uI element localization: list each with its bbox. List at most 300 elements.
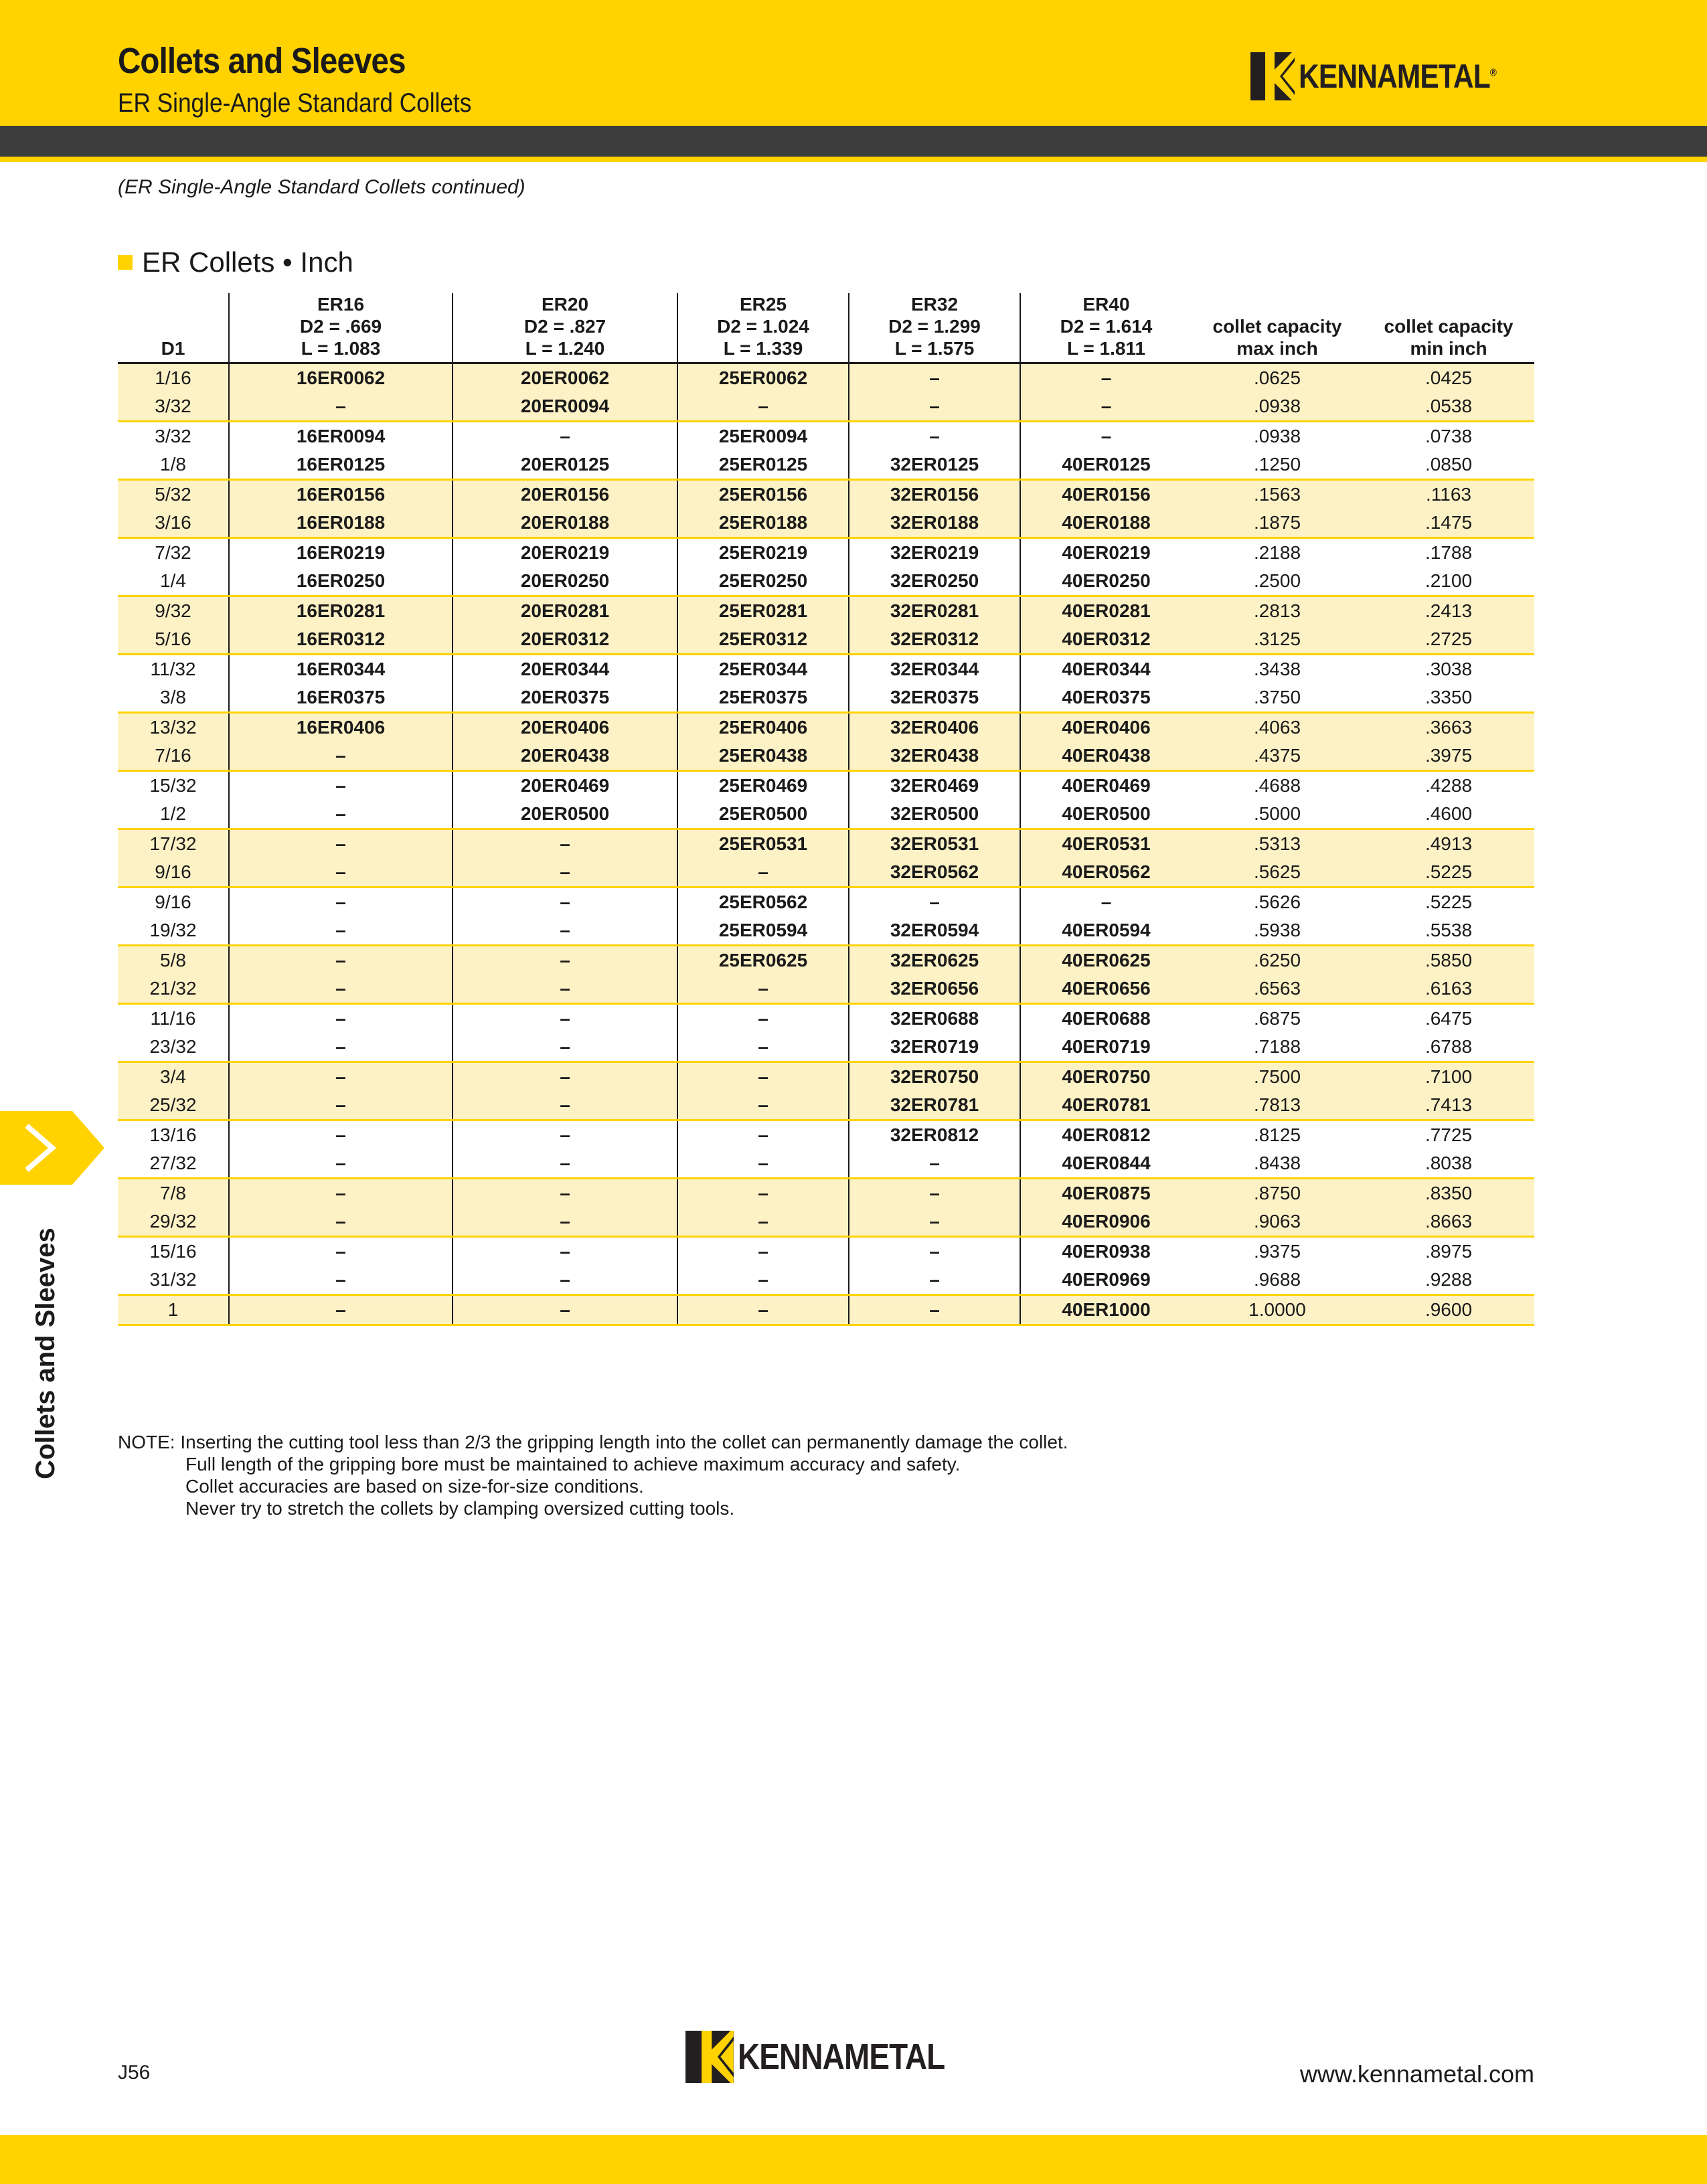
catalog-number-cell: – — [453, 916, 677, 946]
page-subtitle: ER Single-Angle Standard Collets — [118, 88, 472, 118]
header-brand-name: KENNAMETAL — [1299, 58, 1490, 95]
catalog-number-cell: 25ER0219 — [677, 538, 849, 568]
catalog-number-cell: 20ER0344 — [453, 655, 677, 684]
catalog-number-cell: 32ER0375 — [849, 683, 1020, 713]
capacity-cell: .3038 — [1425, 659, 1473, 679]
note-line: Collet accuracies are based on size-for-size conditions. — [185, 1476, 644, 1497]
capacity-cell: .6250 — [1192, 946, 1363, 975]
catalog-number-cell: 40ER0750 — [1020, 1062, 1192, 1092]
note-line: Full length of the gripping bore must be maintained to achieve maximum accuracy and safety. — [185, 1454, 961, 1475]
catalog-number-cell: 40ER0531 — [1020, 829, 1192, 859]
footer-logo — [685, 2031, 981, 2083]
side-tab-label: Collets and Sleeves — [31, 1228, 60, 1479]
catalog-number-cell: 32ER0188 — [849, 509, 1020, 538]
catalog-number-cell: – — [229, 1207, 453, 1237]
catalog-number-cell: 40ER0188 — [1020, 509, 1192, 538]
catalog-number-cell: 32ER0625 — [849, 946, 1020, 975]
catalog-number-cell: 20ER0156 — [453, 480, 677, 509]
capacity-cell: .0538 — [1363, 392, 1534, 422]
catalog-number-cell: – — [453, 1179, 677, 1208]
capacity-cell: .2725 — [1363, 625, 1534, 655]
size-cell: 1/2 — [118, 800, 229, 829]
size-cell: 7/32 — [118, 538, 229, 568]
catalog-number-cell: – — [849, 1266, 1020, 1295]
catalog-number-cell: 40ER0844 — [1020, 1149, 1192, 1179]
size-cell: 1 — [118, 1295, 229, 1325]
catalog-number-cell: 25ER0344 — [677, 655, 849, 684]
catalog-number-cell: 32ER0562 — [849, 858, 1020, 888]
table-row — [118, 1207, 1534, 1237]
catalog-number-cell: – — [229, 771, 453, 801]
capacity-cell: .1250 — [1192, 450, 1363, 480]
catalog-number-cell: 40ER0688 — [1062, 1008, 1151, 1029]
catalog-number-cell: – — [453, 1237, 677, 1266]
catalog-number-cell: 40ER0125 — [1020, 450, 1192, 480]
catalog-number-cell: 32ER0312 — [849, 625, 1020, 655]
catalog-number-cell: – — [677, 1295, 849, 1325]
section-bullet-icon — [118, 255, 133, 270]
capacity-cell: .0938 — [1192, 392, 1363, 422]
catalog-number-cell: 32ER0531 — [849, 829, 1020, 859]
size-cell: 1/4 — [118, 567, 229, 596]
catalog-number-cell: 40ER0719 — [1020, 1033, 1192, 1062]
catalog-number-cell: 40ER0562 — [1020, 858, 1192, 888]
catalog-number-cell: – — [453, 1062, 677, 1092]
catalog-number-cell: – — [229, 888, 453, 917]
size-cell: 13/32 — [118, 713, 229, 742]
table-row — [118, 1004, 1534, 1033]
size-cell: 11/16 — [118, 1004, 229, 1033]
capacity-cell: .3438 — [1253, 659, 1301, 679]
table-row — [118, 567, 1534, 596]
catalog-number-cell: 40ER0938 — [1062, 1241, 1151, 1262]
catalog-number-cell: – — [453, 946, 677, 975]
column-header-line: L = 1.240 — [525, 338, 605, 359]
catalog-number-cell: 25ER0406 — [677, 713, 849, 742]
capacity-cell: .1875 — [1192, 509, 1363, 538]
catalog-number-cell: – — [229, 1120, 453, 1150]
table-row — [118, 1091, 1534, 1120]
page-number: J56 — [118, 2062, 151, 2084]
catalog-number-cell: 25ER0188 — [677, 509, 849, 538]
catalog-number-cell: – — [453, 1091, 677, 1120]
catalog-number-cell: – — [453, 858, 677, 888]
capacity-cell: .1163 — [1363, 480, 1534, 509]
catalog-number-cell: – — [1020, 392, 1192, 422]
capacity-cell: .9063 — [1192, 1207, 1363, 1237]
notes — [118, 1431, 1068, 1519]
catalog-number-cell: 32ER0156 — [849, 480, 1020, 509]
size-cell: 1/16 — [118, 363, 229, 393]
table-row — [118, 1179, 1534, 1208]
size-cell: 9/16 — [118, 858, 229, 888]
capacity-cell: .9600 — [1363, 1295, 1534, 1325]
capacity-cell: .8350 — [1363, 1179, 1534, 1208]
catalog-number-cell: 40ER0594 — [1020, 916, 1192, 946]
catalog-number-cell: – — [677, 1149, 849, 1179]
catalog-number-cell: – — [849, 363, 1020, 393]
catalog-number-cell: – — [677, 1237, 849, 1266]
catalog-number-cell: 20ER0375 — [453, 683, 677, 713]
catalog-number-cell: 40ER0406 — [1020, 713, 1192, 742]
catalog-number-cell: – — [229, 1149, 453, 1179]
column-header — [229, 293, 453, 363]
catalog-number-cell: 16ER0250 — [229, 567, 453, 596]
capacity-cell: .6163 — [1363, 975, 1534, 1004]
catalog-number-cell: – — [229, 1062, 453, 1092]
catalog-number-cell: 40ER0500 — [1020, 800, 1192, 829]
capacity-cell: .0850 — [1363, 450, 1534, 480]
catalog-number-cell: – — [453, 1120, 677, 1150]
table-row — [118, 1237, 1534, 1266]
catalog-number-cell: 40ER0906 — [1020, 1207, 1192, 1237]
catalog-number-cell: – — [1020, 363, 1192, 393]
catalog-number-cell: 20ER0188 — [453, 509, 677, 538]
catalog-number-cell: 32ER0125 — [849, 450, 1020, 480]
catalog-number-cell: – — [677, 1179, 849, 1208]
catalog-number-cell: – — [677, 1033, 849, 1062]
catalog-number-cell: 25ER0594 — [677, 916, 849, 946]
size-cell: 5/8 — [118, 946, 229, 975]
catalog-number-cell: 25ER0531 — [677, 829, 849, 859]
catalog-number-cell: – — [677, 1091, 849, 1120]
catalog-number-cell: – — [229, 858, 453, 888]
catalog-number-cell: 25ER0281 — [677, 596, 849, 626]
catalog-number-cell: 16ER0375 — [229, 683, 453, 713]
catalog-number-cell: 20ER0062 — [453, 363, 677, 393]
capacity-cell: .6788 — [1363, 1033, 1534, 1062]
catalog-number-cell: – — [677, 858, 849, 888]
capacity-cell: .1563 — [1192, 480, 1363, 509]
website-link[interactable]: www.kennametal.com — [1299, 2060, 1534, 2088]
catalog-number-cell: 16ER0406 — [229, 713, 453, 742]
header-accent-line — [0, 157, 1707, 162]
table-row — [118, 713, 1534, 742]
catalog-number-cell: 32ER0344 — [849, 655, 1020, 684]
table-row — [118, 1149, 1534, 1179]
table-row — [118, 800, 1534, 829]
catalog-number-cell: 20ER0219 — [453, 538, 677, 568]
catalog-number-cell: – — [849, 392, 1020, 422]
catalog-number-cell: 20ER0312 — [453, 625, 677, 655]
capacity-cell: .2413 — [1363, 596, 1534, 626]
capacity-cell: .6875 — [1253, 1008, 1301, 1029]
capacity-cell: .8663 — [1363, 1207, 1534, 1237]
catalog-number-cell: 16ER0219 — [229, 538, 453, 568]
column-header-line: D2 = 1.299 — [888, 316, 981, 337]
catalog-number-cell: 40ER0969 — [1020, 1266, 1192, 1295]
table-row — [118, 422, 1534, 451]
capacity-cell: .8438 — [1192, 1149, 1363, 1179]
column-header — [1020, 293, 1192, 363]
catalog-number-cell: – — [453, 1266, 677, 1295]
catalog-number-cell: – — [229, 916, 453, 946]
catalog-number-cell: 32ER0719 — [849, 1033, 1020, 1062]
catalog-number-cell: 20ER0094 — [453, 392, 677, 422]
catalog-number-cell: 40ER0312 — [1020, 625, 1192, 655]
capacity-cell: .3125 — [1192, 625, 1363, 655]
size-cell: 3/8 — [118, 683, 229, 713]
column-header-line: D2 = .827 — [523, 316, 606, 337]
capacity-cell: .7413 — [1363, 1091, 1534, 1120]
catalog-number-cell: – — [677, 1004, 849, 1033]
catalog-number-cell: 20ER0406 — [453, 713, 677, 742]
size-cell: 1/8 — [118, 450, 229, 480]
catalog-number-cell: 40ER0875 — [1020, 1179, 1192, 1208]
catalog-number-cell: – — [229, 1237, 453, 1266]
capacity-cell: .2813 — [1192, 596, 1363, 626]
catalog-number-cell: – — [677, 1207, 849, 1237]
note-line: NOTE: Inserting the cutting tool less than 2/3 the gripping length into the collet can permanently damage the collet. — [118, 1432, 1068, 1452]
size-cell: 25/32 — [118, 1091, 229, 1120]
capacity-cell: .4913 — [1363, 829, 1534, 859]
catalog-number-cell: 20ER0125 — [453, 450, 677, 480]
size-cell: 27/32 — [118, 1149, 229, 1179]
capacity-cell: .5626 — [1253, 892, 1301, 912]
catalog-number-cell: – — [677, 1062, 849, 1092]
catalog-number-cell: 32ER0406 — [849, 713, 1020, 742]
table-row — [118, 625, 1534, 655]
catalog-number-cell: – — [453, 975, 677, 1004]
catalog-number-cell: 40ER0281 — [1020, 596, 1192, 626]
capacity-cell: .5938 — [1192, 916, 1363, 946]
catalog-number-cell: – — [677, 1266, 849, 1295]
capacity-cell: .5538 — [1363, 916, 1534, 946]
catalog-number-cell: 32ER0281 — [849, 596, 1020, 626]
footer-brand-name: KENNAMETAL — [738, 2037, 945, 2077]
catalog-number-cell: – — [677, 392, 849, 422]
column-header-line: min inch — [1410, 338, 1487, 359]
kennametal-k-icon — [685, 2031, 734, 2083]
capacity-cell: .2500 — [1192, 567, 1363, 596]
catalog-number-cell: – — [229, 829, 453, 859]
note-line: Never try to stretch the collets by clamping oversized cutting tools. — [185, 1498, 735, 1519]
table-row — [118, 888, 1534, 917]
catalog-number-cell: – — [1101, 892, 1112, 912]
footer-band — [0, 2135, 1707, 2184]
capacity-cell: .0425 — [1363, 363, 1534, 393]
catalog-number-cell: 40ER0219 — [1062, 542, 1151, 563]
catalog-number-cell: 16ER0156 — [229, 480, 453, 509]
size-cell: 31/32 — [118, 1266, 229, 1295]
catalog-number-cell: 16ER0312 — [229, 625, 453, 655]
capacity-cell: .4375 — [1192, 742, 1363, 771]
capacity-cell: .3975 — [1363, 742, 1534, 771]
catalog-number-cell: 32ER0500 — [849, 800, 1020, 829]
header-dark-band — [0, 126, 1707, 157]
catalog-number-cell: 20ER0469 — [453, 771, 677, 801]
catalog-number-cell: 20ER0281 — [453, 596, 677, 626]
catalog-number-cell: 32ER0594 — [849, 916, 1020, 946]
catalog-number-cell: – — [453, 1149, 677, 1179]
column-header-line: L = 1.083 — [301, 338, 381, 359]
size-cell: 5/32 — [118, 480, 229, 509]
catalog-number-cell: 25ER0625 — [677, 946, 849, 975]
table-row — [118, 1295, 1534, 1325]
continued-note: (ER Single-Angle Standard Collets continued) — [118, 176, 525, 198]
table-row — [118, 742, 1534, 771]
capacity-cell: .7725 — [1425, 1124, 1473, 1145]
registered-mark: ® — [1489, 67, 1497, 79]
capacity-cell: .8125 — [1253, 1124, 1301, 1145]
column-header-line: ER32 — [910, 294, 959, 315]
catalog-number-cell: 25ER0125 — [677, 450, 849, 480]
catalog-number-cell: 40ER0250 — [1020, 567, 1192, 596]
column-header-line: L = 1.811 — [1066, 338, 1146, 359]
capacity-cell: .8750 — [1192, 1179, 1363, 1208]
capacity-cell: .8038 — [1363, 1149, 1534, 1179]
size-cell: 3/16 — [118, 509, 229, 538]
catalog-number-cell: 40ER0375 — [1020, 683, 1192, 713]
catalog-number-cell: 40ER0656 — [1020, 975, 1192, 1004]
catalog-number-cell: 25ER0156 — [677, 480, 849, 509]
catalog-number-cell: 20ER0438 — [453, 742, 677, 771]
column-header-line: ER16 — [317, 294, 365, 315]
table-row — [118, 392, 1534, 422]
capacity-cell: .7188 — [1192, 1033, 1363, 1062]
catalog-number-cell: 25ER0312 — [677, 625, 849, 655]
catalog-number-cell: – — [849, 1207, 1020, 1237]
catalog-number-cell: – — [1101, 426, 1112, 446]
size-cell: 9/16 — [118, 888, 229, 917]
catalog-number-cell: – — [229, 946, 453, 975]
catalog-number-cell: 25ER0375 — [677, 683, 849, 713]
capacity-cell: .2100 — [1363, 567, 1534, 596]
catalog-number-cell: – — [229, 392, 453, 422]
catalog-number-cell: 40ER0469 — [1062, 775, 1151, 796]
column-header-line: L = 1.339 — [723, 338, 803, 359]
table-row — [118, 538, 1534, 568]
size-cell: 17/32 — [118, 829, 229, 859]
capacity-cell: .5225 — [1363, 858, 1534, 888]
catalog-number-cell: – — [453, 829, 677, 859]
capacity-cell: .6563 — [1192, 975, 1363, 1004]
size-cell: 7/16 — [118, 742, 229, 771]
table-row — [118, 771, 1534, 801]
table-row — [118, 916, 1534, 946]
table-row — [118, 363, 1534, 393]
chevron-right-icon — [0, 1111, 104, 1185]
catalog-number-cell: 40ER0781 — [1020, 1091, 1192, 1120]
catalog-number-cell: 40ER0812 — [1062, 1124, 1151, 1145]
size-cell: 9/32 — [118, 596, 229, 626]
catalog-number-cell: 16ER0344 — [229, 655, 453, 684]
column-header — [118, 293, 229, 363]
capacity-cell: .2188 — [1253, 542, 1301, 563]
column-header — [677, 293, 849, 363]
catalog-number-cell: – — [453, 422, 677, 451]
section-heading — [118, 246, 353, 278]
collet-table — [118, 293, 1534, 1326]
column-header — [849, 293, 1020, 363]
catalog-number-cell: 25ER0438 — [677, 742, 849, 771]
column-header-line: L = 1.575 — [894, 338, 975, 359]
column-header-line: D2 = 1.024 — [717, 316, 809, 337]
catalog-number-cell: 25ER0094 — [677, 422, 849, 451]
capacity-cell: .9688 — [1192, 1266, 1363, 1295]
catalog-number-cell: 32ER0688 — [849, 1004, 1020, 1033]
column-header-line: collet capacity — [1384, 316, 1514, 337]
size-cell: 3/32 — [118, 392, 229, 422]
catalog-number-cell: 32ER0656 — [849, 975, 1020, 1004]
capacity-cell: .5313 — [1192, 829, 1363, 859]
catalog-number-cell: 32ER0750 — [849, 1062, 1020, 1092]
catalog-number-cell: – — [229, 800, 453, 829]
catalog-number-cell: 40ER0156 — [1020, 480, 1192, 509]
capacity-cell: .4600 — [1363, 800, 1534, 829]
capacity-cell: .7813 — [1192, 1091, 1363, 1120]
column-header-line: D2 = 1.614 — [1060, 316, 1153, 337]
capacity-cell: 1.0000 — [1192, 1295, 1363, 1325]
capacity-cell: .9288 — [1363, 1266, 1534, 1295]
capacity-cell: .4063 — [1192, 713, 1363, 742]
catalog-number-cell: – — [453, 888, 677, 917]
catalog-number-cell: – — [229, 975, 453, 1004]
capacity-cell: .7500 — [1192, 1062, 1363, 1092]
catalog-number-cell: – — [229, 1091, 453, 1120]
catalog-number-cell: – — [849, 1295, 1020, 1325]
size-cell: 7/8 — [118, 1179, 229, 1208]
table-row — [118, 1033, 1534, 1062]
capacity-cell: .4288 — [1425, 775, 1473, 796]
catalog-number-cell: 25ER0562 — [677, 888, 849, 917]
header-logo — [1250, 52, 1531, 100]
catalog-number-cell: 32ER0250 — [849, 567, 1020, 596]
catalog-number-cell: 16ER0125 — [229, 450, 453, 480]
capacity-cell: .5850 — [1363, 946, 1534, 975]
catalog-number-cell: – — [849, 1149, 1020, 1179]
catalog-number-cell: – — [453, 1033, 677, 1062]
table-row — [118, 450, 1534, 480]
column-header — [453, 293, 677, 363]
catalog-number-cell: 32ER0781 — [849, 1091, 1020, 1120]
catalog-number-cell: – — [453, 1004, 677, 1033]
table-row — [118, 655, 1534, 684]
column-header-line: ER25 — [739, 294, 787, 315]
catalog-number-cell: – — [229, 1266, 453, 1295]
catalog-number-cell: 32ER0812 — [849, 1120, 1020, 1150]
catalog-number-cell: 16ER0281 — [229, 596, 453, 626]
catalog-number-cell: 20ER0500 — [453, 800, 677, 829]
capacity-cell: .5625 — [1192, 858, 1363, 888]
column-header — [1363, 293, 1534, 363]
size-cell: 13/16 — [118, 1120, 229, 1150]
capacity-cell: .8975 — [1425, 1241, 1473, 1262]
capacity-cell: .0938 — [1253, 426, 1301, 446]
catalog-number-cell: 25ER0062 — [677, 363, 849, 393]
catalog-number-cell: – — [849, 422, 1020, 451]
column-header — [1192, 293, 1363, 363]
size-cell: 11/32 — [118, 655, 229, 684]
catalog-number-cell: – — [849, 1237, 1020, 1266]
size-cell: 5/16 — [118, 625, 229, 655]
size-cell: 23/32 — [118, 1033, 229, 1062]
catalog-number-cell: – — [677, 1120, 849, 1150]
catalog-number-cell: 40ER0344 — [1062, 659, 1151, 679]
capacity-cell: .7100 — [1363, 1062, 1534, 1092]
column-header-line: ER40 — [1082, 294, 1130, 315]
table-row — [118, 946, 1534, 975]
size-cell: 3/32 — [118, 422, 229, 451]
catalog-number-cell: – — [229, 1033, 453, 1062]
table-header-row — [118, 293, 1534, 363]
capacity-cell: .3750 — [1192, 683, 1363, 713]
capacity-cell: .6475 — [1425, 1008, 1473, 1029]
capacity-cell: .4688 — [1253, 775, 1301, 796]
catalog-number-cell: 40ER0625 — [1020, 946, 1192, 975]
table-row — [118, 1062, 1534, 1092]
catalog-number-cell: 32ER0438 — [849, 742, 1020, 771]
